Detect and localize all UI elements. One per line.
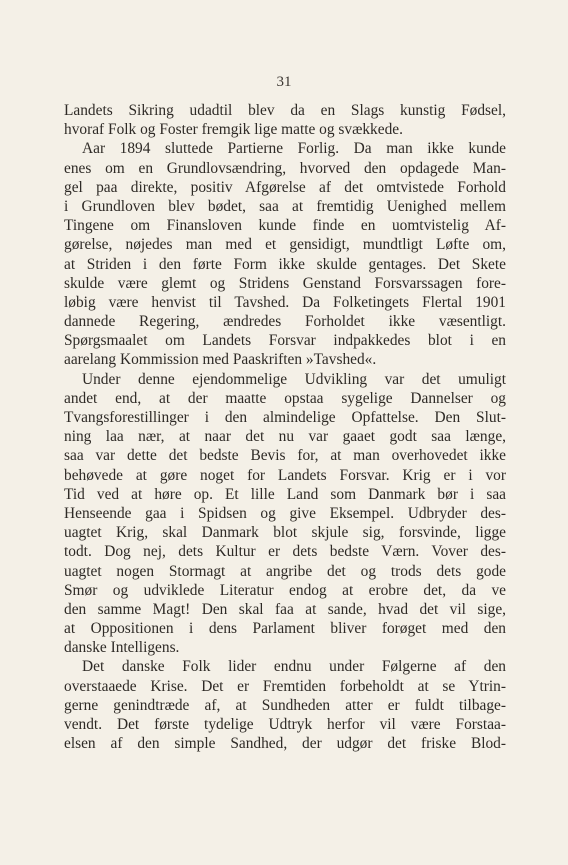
text-line: Smør og udviklede Literatur endog at erobre det, da ve <box>64 581 506 599</box>
text-line: skulde være glemt og Stridens Genstand Forsvarssagen fore- <box>64 274 506 292</box>
text-line: Aar 1894 sluttede Partierne Forlig. Da man ikke kunde <box>82 140 506 158</box>
text-line: hvoraf Folk og Foster fremgik lige matte og svækkede. <box>64 121 403 139</box>
text-line: Tingene om Finansloven kunde finde en uomtvistelig Af- <box>64 217 506 235</box>
page-number: 31 <box>276 74 292 90</box>
text-line: gel paa direkte, positiv Afgørelse af det omtvistede Forhold <box>64 178 506 196</box>
text-line: overstaaede Krise. Det er Fremtiden forbeholdt at se Ytrin- <box>64 677 506 695</box>
text-line: løbig være henvist til Tavshed. Da Folketingets Flertal 1901 <box>64 293 506 311</box>
text-line: den samme Magt! Den skal faa at sande, hvad det vil sige, <box>64 600 506 618</box>
text-line: Spørgsmaalet om Landets Forsvar indpakkedes blot i en <box>64 332 506 350</box>
text-line: at Striden i den førte Form ikke skulde gentages. Det Skete <box>64 255 506 273</box>
text-line: behøvede at gøre noget for Landets Forsvar. Krig er i vor <box>64 466 506 484</box>
text-line: Tid ved at høre op. Et lille Land som Danmark bør i saa <box>64 485 506 503</box>
body-text <box>64 101 506 753</box>
text-line: enes om en Grundlovsændring, hvorved den opdagede Man- <box>64 159 506 177</box>
text-line: ning laa nær, at naar det nu var gaaet godt saa længe, <box>64 428 506 446</box>
text-line: vendt. Det første tydelige Udtryk herfor vil være Forstaa- <box>64 716 506 733</box>
text-line: elsen af den simple Sandhed, der udgør det friske Blod- <box>64 735 506 753</box>
text-line: dannede Regering, ændredes Forholdet ikke væsentligt. <box>64 313 506 331</box>
text-line: i Grundloven blev bødet, saa at fremtidig Uenighed mellem <box>64 197 506 215</box>
text-line: Landets Sikring udadtil blev da en Slags kunstig Fødsel, <box>64 102 506 119</box>
text-line: todt. Dog nej, dets Kultur er dets bedste Værn. Vover des- <box>64 543 506 561</box>
text-line: uagtet nogen Stormagt at angribe det og trods dets gode <box>64 562 506 580</box>
text-line: uagtet Krig, skal Danmark blot skjule sig, forsvinde, ligge <box>64 524 506 542</box>
text-line: andet end, at der maatte opstaa sygelige Dannelser og <box>64 389 506 407</box>
text-line: saa var dette det bedste Bevis for, at man overhovedet ikke <box>64 447 506 465</box>
text-line: danske Intelligens. <box>64 639 180 657</box>
text-line: gerne genindtræde af, at Sundheden atter er fuldt tilbage- <box>64 696 506 714</box>
text-line: aarelang Kommission med Paaskriften »Tavshed«. <box>64 351 377 369</box>
text-line: gørelse, nøjedes man med et gensidigt, mundtligt Løfte om, <box>64 236 506 254</box>
text-line: Henseende gaa i Spidsen og give Eksempel. Udbryder des- <box>64 504 506 522</box>
text-line: Tvangsforestillinger i den almindelige Opfattelse. Den Slut- <box>64 409 506 426</box>
text-line: at Oppositionen i dens Parlament bliver forøget med den <box>64 620 506 638</box>
text-line: Det danske Folk lider endnu under Følgerne af den <box>82 658 506 676</box>
text-line: Under denne ejendommelige Udvikling var det umuligt <box>82 370 506 388</box>
